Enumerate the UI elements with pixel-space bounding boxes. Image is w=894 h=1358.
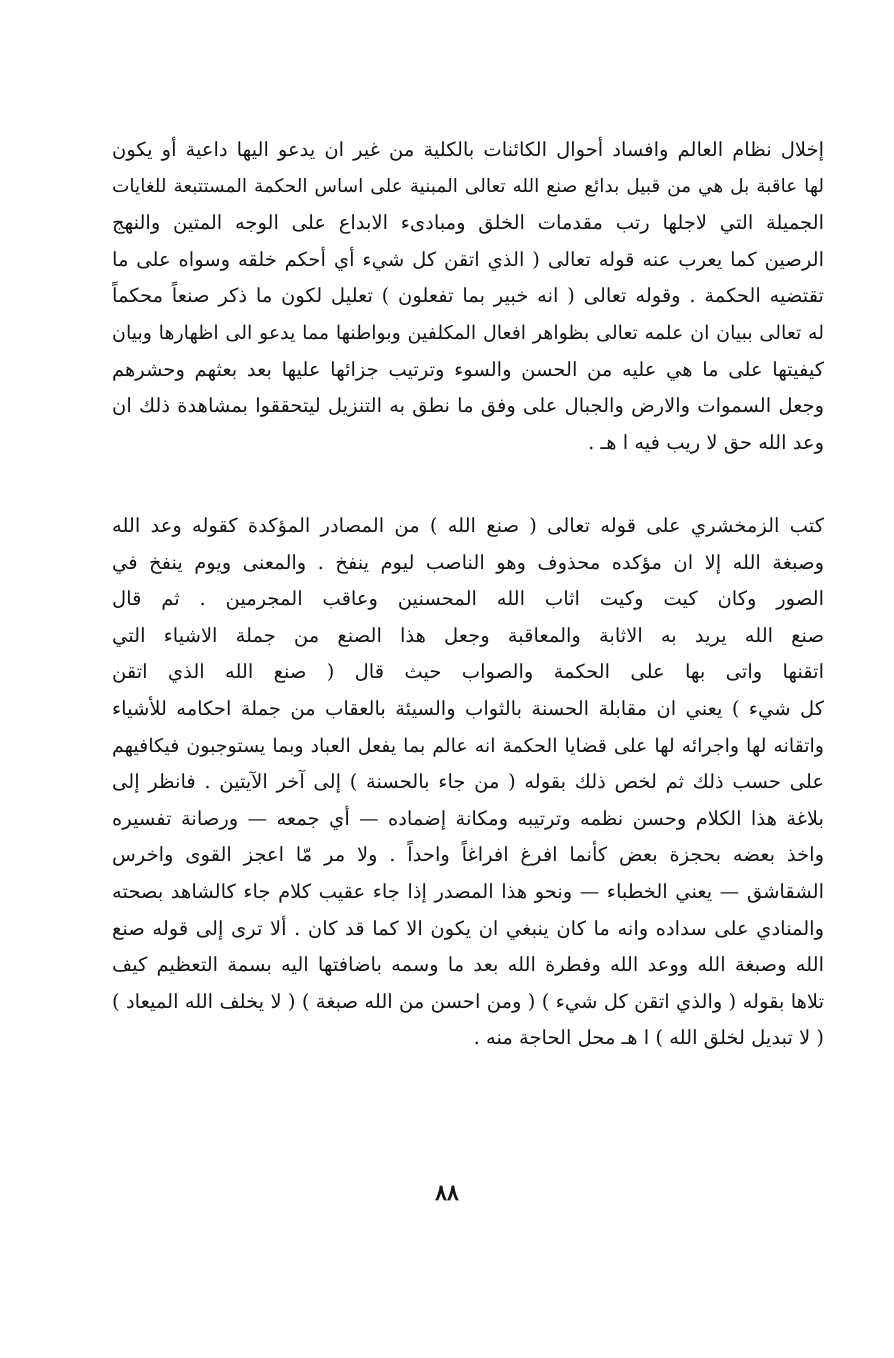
- text-line: على حسب ذلك ثم لخص ذلك بقوله ( من جاء بالحسنة ) إلى آخر الآيتين . فانظر إلى: [112, 770, 824, 794]
- text-line: واتقانه لها واجرائه لها على قضايا الحكمة انه عالم بما يفعل العباد وبما يستوجبون فيكافيهم: [112, 734, 824, 757]
- text-line: الرصين كما يعرب عنه قوله تعالى ( الذي اتقن كل شيء أي أحكم خلقه وسواه على ما: [112, 247, 824, 271]
- text-line: لها عاقبة بل هي من قبيل بدائع صنع الله تعالى المبنية على اساس الحكمة المستتبعة للغايات: [112, 175, 824, 197]
- text-line: ( لا تبديل لخلق الله ) ا هـ محل الحاجة منه .: [473, 1026, 824, 1050]
- text-line: وجعل السموات والارض والجبال على وفق ما نطق به التنزيل ليتحققوا بمشاهدة ذلك ان: [112, 394, 824, 418]
- text-line: بلاغة هذا الكلام وحسن نظمه وترتيبه ومكانة إضماده — أي جمعه — ورصانة تفسيره: [112, 806, 824, 830]
- text-line: له تعالى ببيان ان علمه تعالى بظواهر افعال المكلفين وبواطنها مما يدعو الى اظهارها وبيان: [112, 321, 824, 344]
- text-line: كل شيء ) يعني ان مقابلة الحسنة بالثواب والسيئة بالعقاب من جملة احكامه للأشياء: [112, 696, 824, 720]
- text-line: إخلال نظام العالم وافساد أحوال الكائنات بالكلية من غير ان يدعو اليها داعية أو يكون: [112, 138, 824, 161]
- text-line: صنع الله يريد به الاثابة والمعاقبة وجعل هذا الصنع من جملة الاشياء التي: [112, 623, 824, 647]
- text-line: الشقاشق — يعني الخطباء — ونحو هذا المصدر إذا جاء عقيب كلام جاء كالشاهد بصحته: [112, 879, 824, 903]
- text-line: الصور وكان كيت وكيت اثاب الله المحسنين وعاقب المجرمين . ثم قال: [112, 587, 824, 611]
- text-line: كتب الزمخشري على قوله تعالى ( صنع الله ) من المصادر المؤكدة كقوله وعد الله: [112, 514, 824, 537]
- text-line: وعد الله حق لا ريب فيه ا هـ .: [588, 430, 824, 454]
- text-line: تلاها بقوله ( والذي اتقن كل شيء ) ( ومن احسن من الله صبغة ) ( لا يخلف الله الميعاد ): [112, 989, 824, 1013]
- paragraph-1: [112, 132, 824, 461]
- text-line: الله وصبغة الله ووعد الله وفطرة الله بعد ما وسمه باضافتها اليه بسمة التعظيم كيف: [112, 953, 824, 977]
- text-line: والمنادي على سداده وانه ما كان ينبغي ان يكون الا كما قد كان . ألا ترى إلى قوله صنع: [112, 916, 824, 940]
- text-line: وصبغة الله إلا ان مؤكده محذوف وهو الناصب ليوم ينفخ . والمعنى ويوم ينفخ في: [112, 550, 824, 574]
- text-line: تقتضيه الحكمة . وقوله تعالى ( انه خبير بما تفعلون ) تعليل لكون ما ذكر صنعاً محكماً: [112, 284, 824, 308]
- page-number: ٨٨: [435, 1180, 459, 1206]
- paragraph-2: [112, 508, 824, 1057]
- text-line: الجميلة التي لاجلها رتب مقدمات الخلق ومبادىء الابداع على الوجه المتين والنهج: [112, 211, 824, 235]
- text-line: اتقنها واتى بها على الحكمة والصواب حيث قال ( صنع الله الذي اتقن: [112, 660, 824, 684]
- text-line: واخذ بعضه بحجزة بعض كأنما افرغ افراغاً واحداً . ولا مر مّا اعجز القوى واخرس: [112, 843, 824, 867]
- text-line: كيفيتها على ما هي عليه من الحسن والسوء وترتيب جزائها عليها بعد بعثهم وحشرهم: [112, 357, 824, 381]
